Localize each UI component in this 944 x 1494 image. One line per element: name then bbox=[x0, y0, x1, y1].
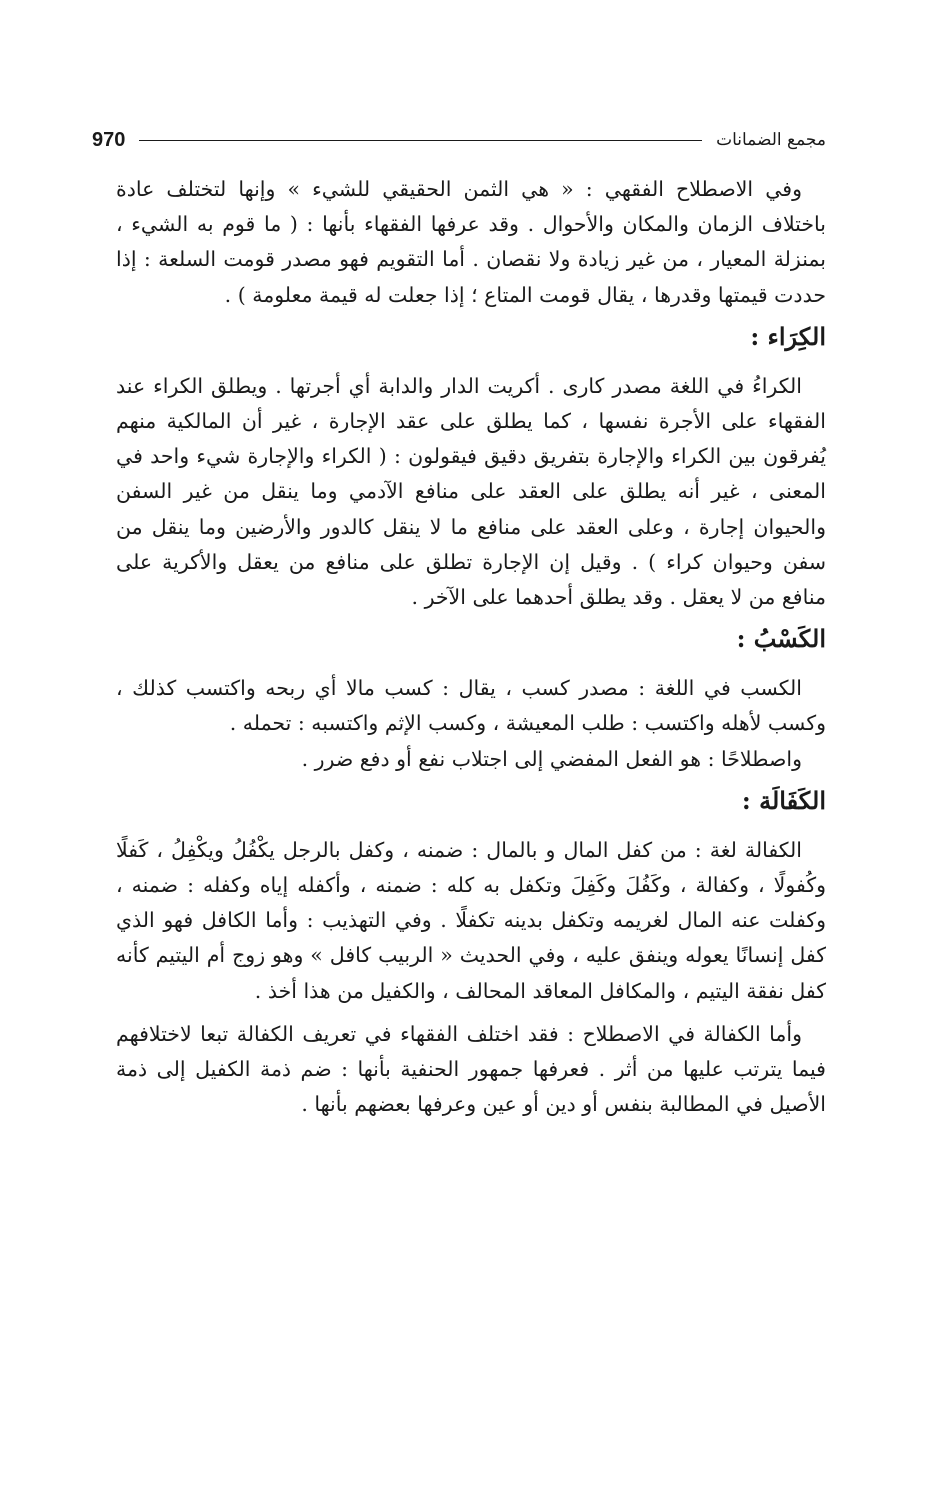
paragraph-gap bbox=[116, 1009, 826, 1017]
paragraph: الكراءُ في اللغة مصدر كارى . أكريت الدار والدابة أي أجرتها . ويطلق الكراء عند الفقهاء على الأجرة نفسها ، كما يطلق على عقد الإجارة ، غير أن المالكية منهم يُفرقون بين الكراء والإجارة بتفريق دقيق فيقولون : ( الكراء والإجارة شيء واحد في المعنى ، غير أنه يطلق على العقد على منافع الآدمي وما ينقل من غير السفن والحيوان إجارة ، وعلى العقد على منافع ما لا ينقل كالدور والأرضين وما ينقل من سفن وحيوان كراء ) . وقيل إن الإجارة تطلق على منافع من يعقل والأكرية على منافع من لا يعقل . وقد يطلق أحدهما على الآخر . bbox=[116, 373, 826, 610]
page-number: 970 bbox=[92, 128, 126, 151]
book-title: مجمع الضمانات bbox=[716, 130, 826, 150]
section-heading: الكَفَالَة : bbox=[741, 785, 826, 815]
paragraph: وأما الكفالة في الاصطلاح : فقد اختلف الفقهاء في تعريف الكفالة تبعا لاختلافهم فيما يترتب عليها من أثر . فعرفها جمهور الحنفية بأنها : ضم ذمة الكفيل إلى ذمة الأصيل في المطالبة بنفس أو دين أو عين وعرفها بعضهم بأنها . bbox=[116, 1021, 826, 1117]
section-kafala bbox=[116, 783, 826, 1123]
paragraph: الكفالة لغة : من كفل المال و بالمال : ضمنه ، وكفل بالرجل يكْفُلُ ويكْفِلُ ، كَفلًا وكُفولًا ، وكفالة ، وكَفُلَ وكَفِلَ وتكفل به كله : ضمنه ، وأكفله إياه وكفله : ضمنه ، وكفلت عنه المال لغريمه وتكفل بدينه تكفلًا . وفي التهذيب : وأما الكافل فهو الذي كفل إنسانًا يعوله وينفق عليه ، وفي الحديث « الربيب كافل » وهو زوج أم اليتيم كأنه كفل نفقة اليتيم ، والمكافل المعاقد المحالف ، والكفيل من هذا أخذ . bbox=[116, 837, 826, 1003]
paragraph: واصطلاحًا : هو الفعل المفضي إلى اجتلاب نفع أو دفع ضرر . bbox=[301, 746, 802, 771]
section-kasb bbox=[116, 621, 826, 777]
running-header bbox=[92, 122, 826, 158]
section-qima-definition bbox=[116, 172, 826, 313]
section-heading: الكِرَاء : bbox=[750, 321, 826, 351]
page-body bbox=[116, 172, 826, 1122]
paragraph: الكسب في اللغة : مصدر كسب ، يقال : كسب مالا أي ربحه واكتسب كذلك ، وكسب لأهله واكتسب : طلب المعيشة ، وكسب الإثم واكتسبه : تحمله . bbox=[116, 676, 826, 736]
section-kiraa bbox=[116, 319, 826, 615]
section-heading: الكَسْبُ : bbox=[736, 624, 826, 654]
paragraph: وفي الاصطلاح الفقهي : « هي الثمن الحقيقي للشيء » وإنها لتختلف عادة باختلاف الزمان والمكان والأحوال . وقد عرفها الفقهاء بأنها : ( ما قوم به الشيء ، بمنزلة المعيار ، من غير زيادة ولا نقصان . أما التقويم فهو مصدر قومت السلعة : إذا حددت قيمتها وقدرها ، يقال قومت المتاع ؛ إذا جعلت له قيمة معلومة ) . bbox=[116, 177, 826, 307]
header-rule bbox=[139, 140, 702, 141]
